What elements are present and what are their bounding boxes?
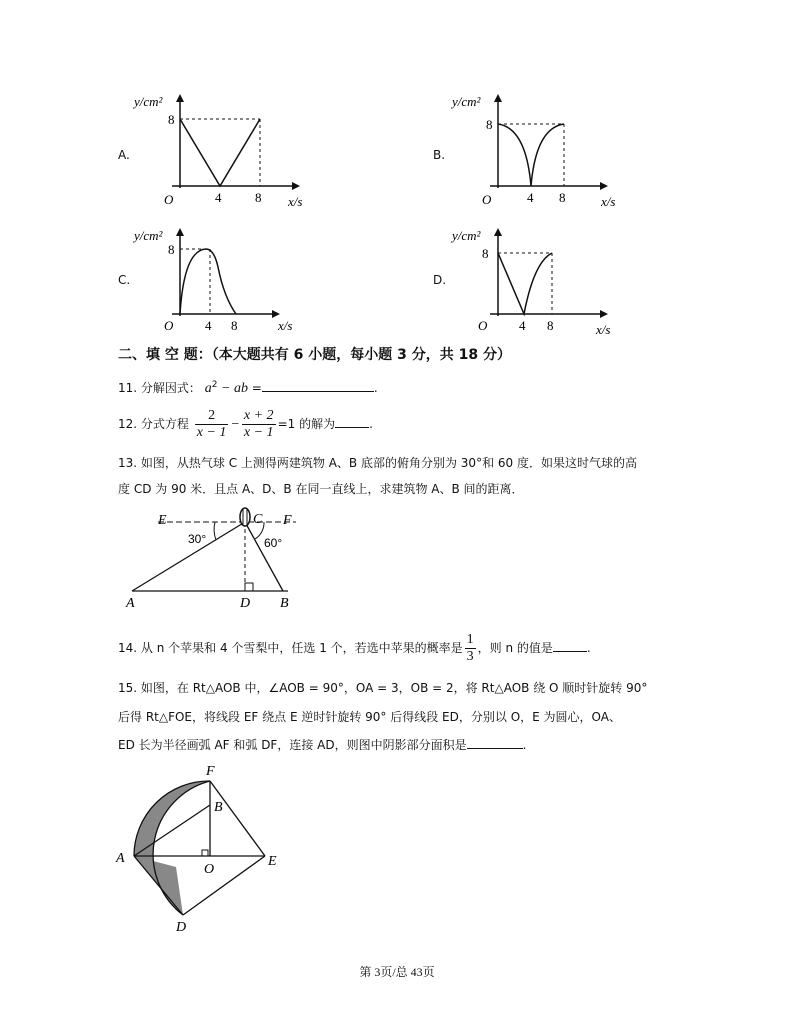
q13-label-c: C xyxy=(253,512,263,527)
q15-label-d: D xyxy=(176,920,187,935)
q14-end: . xyxy=(586,641,591,655)
q15-figure xyxy=(110,755,300,935)
graph-a-ylabel: y/cm² xyxy=(134,94,163,109)
q13-label-b: B xyxy=(280,596,289,611)
graph-a-xlabel: x/s xyxy=(288,194,303,209)
q12-end: . xyxy=(369,417,373,431)
graph-c-x4: 4 xyxy=(205,318,212,333)
graph-d-x8: 8 xyxy=(547,318,554,333)
graph-b-ylabel: y/cm² xyxy=(452,94,481,109)
q12-fraction-1: $\frac{2}{x - 1}$ xyxy=(196,408,227,440)
graph-a-x8: 8 xyxy=(255,190,262,205)
option-a-label: A. xyxy=(118,148,130,162)
q15-label-f: F xyxy=(206,764,215,779)
graph-d xyxy=(446,222,636,338)
graph-d-xlabel: x/s xyxy=(596,322,611,337)
q15-line-3 xyxy=(118,734,526,756)
graph-d-x4: 4 xyxy=(519,318,526,333)
q12-minus: − xyxy=(230,417,240,432)
q12-text: 分式方程 xyxy=(140,417,189,431)
q12-number: 12. xyxy=(118,417,138,431)
q11-number: 11. xyxy=(118,381,138,395)
q13-label-a: A xyxy=(126,596,135,611)
graph-a-x4: 4 xyxy=(215,190,222,205)
graph-c-xlabel: x/s xyxy=(278,318,293,333)
q11-expr-a: a xyxy=(204,381,212,396)
q13-label-f: F xyxy=(283,513,292,528)
graph-a-origin: O xyxy=(164,192,174,207)
graph-d-origin: O xyxy=(478,318,488,333)
graph-b-x8: 8 xyxy=(559,190,566,205)
q15-answer-blank xyxy=(467,736,523,749)
question-12 xyxy=(118,404,373,445)
q11-text: 分解因式： xyxy=(140,381,201,395)
q15-label-a: A xyxy=(116,851,125,866)
graph-b-x4: 4 xyxy=(527,190,534,205)
q13-figure xyxy=(118,505,318,613)
q13-angle-60: 60° xyxy=(264,536,283,550)
option-b-label: B. xyxy=(433,148,446,162)
graph-d-y8: 8 xyxy=(482,246,489,261)
question-11: 11. 分解因式： $a^2$ − ab = . xyxy=(118,380,378,396)
graph-b-origin: O xyxy=(482,192,492,207)
page-footer: 第 3页/总 43页 xyxy=(359,965,435,979)
q13-angle-30: 30° xyxy=(188,532,207,546)
q11-eq: = xyxy=(247,381,262,395)
graph-c xyxy=(128,222,318,338)
q15-end: . xyxy=(522,738,527,752)
graph-b xyxy=(446,88,636,212)
q13-label-d: D xyxy=(240,596,251,611)
q12-fraction-2: $\frac{x + 2}{x - 1}$ xyxy=(243,408,274,440)
graph-a-y8: 8 xyxy=(168,112,175,127)
q14-text: 14. 从 n 个苹果和 4 个雪梨中，任选 1 个，若选中苹果的概率是 xyxy=(118,641,463,655)
question-14 xyxy=(118,628,591,668)
graph-c-origin: O xyxy=(164,318,174,333)
graph-d-ylabel: y/cm² xyxy=(452,228,481,243)
q15-label-b: B xyxy=(214,800,223,815)
graph-b-y8: 8 xyxy=(486,117,493,132)
q15-line-2: 后得 Rt△FOE，将线段 EF 绕点 E 逆时针旋转 90° 后得线段 ED，分别以 O，E 为圆心，OA、 xyxy=(118,710,621,724)
q12-rest: =1 的解为 xyxy=(277,417,336,431)
q11-expr-rest: − ab xyxy=(217,381,248,396)
option-c-label: C. xyxy=(118,273,131,287)
graph-c-x8: 8 xyxy=(231,318,238,333)
q15-label-o: O xyxy=(204,862,215,877)
graph-c-ylabel: y/cm² xyxy=(134,228,163,243)
graph-c-y8: 8 xyxy=(168,242,175,257)
graph-a xyxy=(128,88,318,212)
graph-b-xlabel: x/s xyxy=(601,194,616,209)
q15-line-3-text: ED 长为半径画弧 AF 和弧 DF，连接 AD，则图中阴影部分面积是 xyxy=(118,738,467,752)
q12-answer-blank xyxy=(335,415,369,428)
q13-line-2: 度 CD 为 90 米．且点 A、D、B 在同一直线上，求建筑物 A、B 间的距离． xyxy=(118,482,524,496)
option-d-label: D. xyxy=(433,273,447,287)
section-title: 二、填 空 题：（本大题共有 6 小题，每小题 3 分，共 18 分） xyxy=(118,347,511,363)
q13-label-e: E xyxy=(158,513,167,528)
q15-line-1: 15. 如图，在 Rt△AOB 中，∠AOB = 90°，OA = 3，OB = 2，将 Rt△AOB 绕 O 顺时针旋转 90° xyxy=(118,681,648,695)
q14-answer-blank xyxy=(553,639,587,652)
q14-rest: ，则 n 的值是 xyxy=(477,641,553,655)
q13-line-1: 13. 如图，从热气球 C 上测得两建筑物 A、B 底部的俯角分别为 30°和 60 度．如果这时气球的高 xyxy=(118,456,637,470)
q14-fraction: $\frac{1}{3}$ xyxy=(466,632,474,664)
q11-answer-blank xyxy=(262,379,374,392)
q11-end: . xyxy=(373,381,378,395)
q15-label-e: E xyxy=(268,854,277,869)
